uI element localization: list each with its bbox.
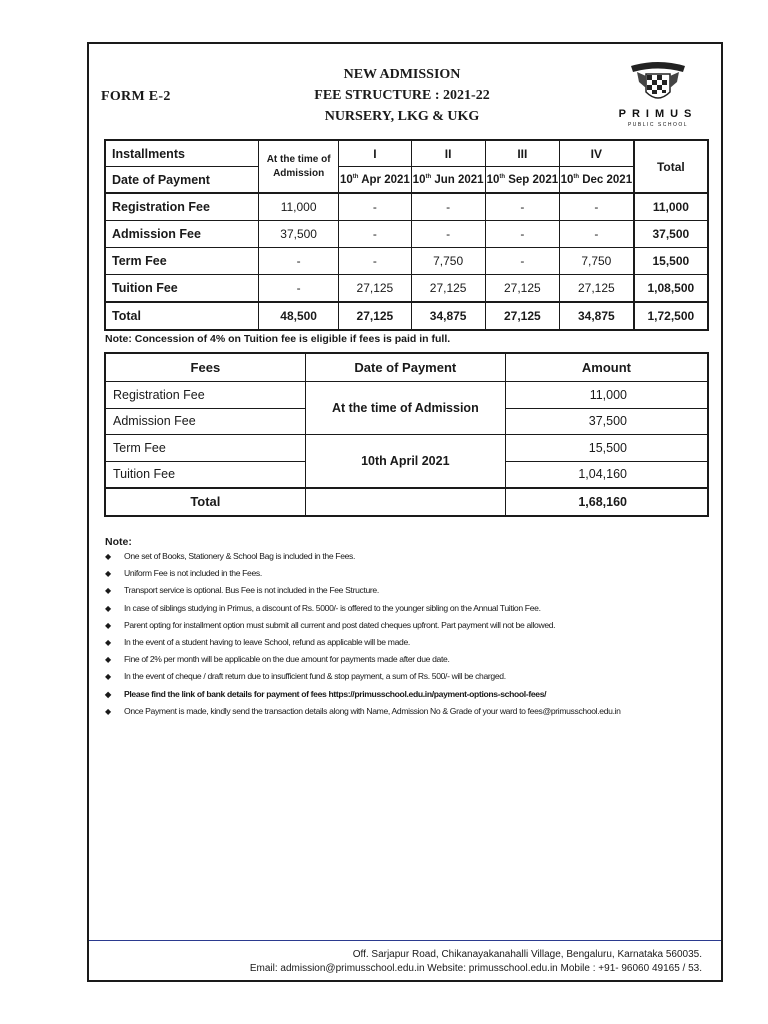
row-label: Registration Fee <box>105 193 259 221</box>
cell-ii: - <box>411 193 485 221</box>
cell-i: - <box>339 248 411 275</box>
school-logo <box>613 58 703 132</box>
note-item: ◆ Uniform Fee is not included in the Fees. <box>105 565 715 582</box>
diamond-bullet-icon: ◆ <box>105 637 111 647</box>
note-item: ◆ Fine of 2% per month will be applicable on the due amount for payments made after due date. <box>105 651 715 668</box>
cell-iv: 7,750 <box>559 248 633 275</box>
fee-amount: 15,500 <box>505 435 708 462</box>
diamond-bullet-icon: ◆ <box>105 655 111 665</box>
footer-address: Off. Sarjapur Road, Chikanayakanahalli Village, Bengaluru, Karnataka 560035. <box>352 949 702 960</box>
total-label: Total <box>105 488 305 516</box>
total-date-empty <box>305 488 505 516</box>
diamond-bullet-icon: ◆ <box>105 672 111 682</box>
fee-amount: 37,500 <box>505 408 708 435</box>
fee-name: Tuition Fee <box>105 461 305 488</box>
fee-name: Term Fee <box>105 435 305 462</box>
installment-iv-date: 10th Dec 2021 <box>559 167 633 194</box>
title-line-3: NURSERY, LKG & UKG <box>324 109 480 124</box>
cell-i: - <box>339 193 411 221</box>
note-item: ◆ One set of Books, Stationery & School Bag is included in the Fees. <box>105 548 715 565</box>
footer-contact <box>250 948 702 976</box>
cell-i: 27,125 <box>339 302 411 330</box>
note-item: ◆ In case of siblings studying in Primus, a discount of Rs. 5000/- is offered to the younger sibling on the Annual Tuition Fee. <box>105 600 715 617</box>
cell-admission: - <box>259 275 339 303</box>
diamond-bullet-icon: ◆ <box>105 689 111 699</box>
cell-ii: - <box>411 221 485 248</box>
note-item-bank-link: ◆ Please find the link of bank details for payment of fees https://primusschool.edu.in/payment-options-school-fees/ <box>105 686 715 703</box>
cell-total: 15,500 <box>634 248 708 275</box>
diamond-bullet-icon: ◆ <box>105 552 111 561</box>
cell-iii: 27,125 <box>485 275 559 303</box>
note-item: ◆ Parent opting for installment option must submit all current and post dated cheques upfront. Part payment will not be allowed. <box>105 617 715 634</box>
payment-date-admission: At the time of Admission <box>305 382 505 435</box>
notes-title: Note: <box>105 536 132 548</box>
fee-name: Registration Fee <box>105 382 305 409</box>
payment-date-april: 10th April 2021 <box>305 435 505 489</box>
footer-contact-line: Email: admission@primusschool.edu.in Website: primusschool.edu.in Mobile : +91- 96060 49165 / 53. <box>249 963 702 974</box>
cell-iii: - <box>485 221 559 248</box>
cell-total: 11,000 <box>634 193 708 221</box>
installments-table <box>104 139 709 331</box>
table-row <box>105 193 708 221</box>
cell-iii: - <box>485 193 559 221</box>
cell-total: 1,72,500 <box>634 302 708 330</box>
cell-iii: - <box>485 248 559 275</box>
logo-subtitle: PUBLIC SCHOOL <box>627 122 689 128</box>
note-item: ◆ In the event of a student having to leave School, refund as applicable will be made. <box>105 634 715 651</box>
cell-i: - <box>339 221 411 248</box>
header-total: Total <box>634 140 708 193</box>
table-row <box>105 435 708 462</box>
full-payment-table <box>104 352 709 517</box>
notes-list <box>105 548 715 720</box>
document-title <box>270 64 534 127</box>
cell-iv: 27,125 <box>559 275 633 303</box>
footer-divider <box>89 940 721 941</box>
diamond-bullet-icon: ◆ <box>105 620 111 630</box>
table-row <box>105 221 708 248</box>
concession-note: Note: Concession of 4% on Tuition fee is eligible if fees is paid in full. <box>105 333 451 345</box>
cell-ii: 34,875 <box>411 302 485 330</box>
installment-iii-date: 10th Sep 2021 <box>485 167 559 194</box>
note-item: ◆ In the event of cheque / draft return due to insufficient fund & stop payment, a sum of Rs. 500/- will be charged. <box>105 668 715 685</box>
row-label: Admission Fee <box>105 221 259 248</box>
cell-total: 1,08,500 <box>634 275 708 303</box>
note-item: ◆ Transport service is optional. Bus Fee is not included in the Fee Structure. <box>105 582 715 599</box>
diamond-bullet-icon: ◆ <box>105 706 111 716</box>
logo-wordmark: PRIMUS <box>618 108 698 120</box>
cell-admission: - <box>259 248 339 275</box>
cell-iv: - <box>559 221 633 248</box>
fee-amount: 11,000 <box>505 382 708 409</box>
table-total-row <box>105 302 708 330</box>
row-label: Term Fee <box>105 248 259 275</box>
installment-i-header: I <box>339 140 411 167</box>
title-line-1: NEW ADMISSION <box>343 67 461 82</box>
cell-i: 27,125 <box>339 275 411 303</box>
title-line-2: FEE STRUCTURE : 2021-22 <box>314 88 490 103</box>
cell-admission: 48,500 <box>259 302 339 330</box>
installment-i-date: 10th Apr 2021 <box>339 167 411 194</box>
fee-name: Admission Fee <box>105 408 305 435</box>
header-fees: Fees <box>105 353 305 382</box>
header-amount: Amount <box>505 353 708 382</box>
diamond-bullet-icon: ◆ <box>105 569 111 579</box>
cell-ii: 7,750 <box>411 248 485 275</box>
installment-ii-header: II <box>411 140 485 167</box>
table-row <box>105 248 708 275</box>
cell-iv: - <box>559 193 633 221</box>
total-amount: 1,68,160 <box>505 488 708 516</box>
cell-iii: 27,125 <box>485 302 559 330</box>
table-total-row <box>105 488 708 516</box>
cell-iv: 34,875 <box>559 302 633 330</box>
diamond-bullet-icon: ◆ <box>105 586 111 596</box>
cell-admission: 37,500 <box>259 221 339 248</box>
header-date-of-payment: Date of Payment <box>305 353 505 382</box>
header-date-of-payment: Date of Payment <box>105 167 259 194</box>
form-code: FORM E-2 <box>101 89 171 104</box>
diamond-bullet-icon: ◆ <box>105 603 111 613</box>
installment-ii-date: 10th Jun 2021 <box>411 167 485 194</box>
cell-admission: 11,000 <box>259 193 339 221</box>
row-label: Tuition Fee <box>105 275 259 303</box>
installment-iv-header: IV <box>559 140 633 167</box>
row-label: Total <box>105 302 259 330</box>
note-item: ◆ Once Payment is made, kindly send the transaction details along with Name, Admission No & Grade of your ward to fees@primusschool.edu.in <box>105 703 715 720</box>
header-at-time-of-admission: At the time of Admission <box>259 140 339 193</box>
cell-total: 37,500 <box>634 221 708 248</box>
installment-iii-header: III <box>485 140 559 167</box>
table-row <box>105 382 708 409</box>
fee-amount: 1,04,160 <box>505 461 708 488</box>
shield-crest-icon <box>613 58 703 108</box>
header-installments: Installments <box>105 140 259 167</box>
cell-ii: 27,125 <box>411 275 485 303</box>
table-row <box>105 275 708 303</box>
